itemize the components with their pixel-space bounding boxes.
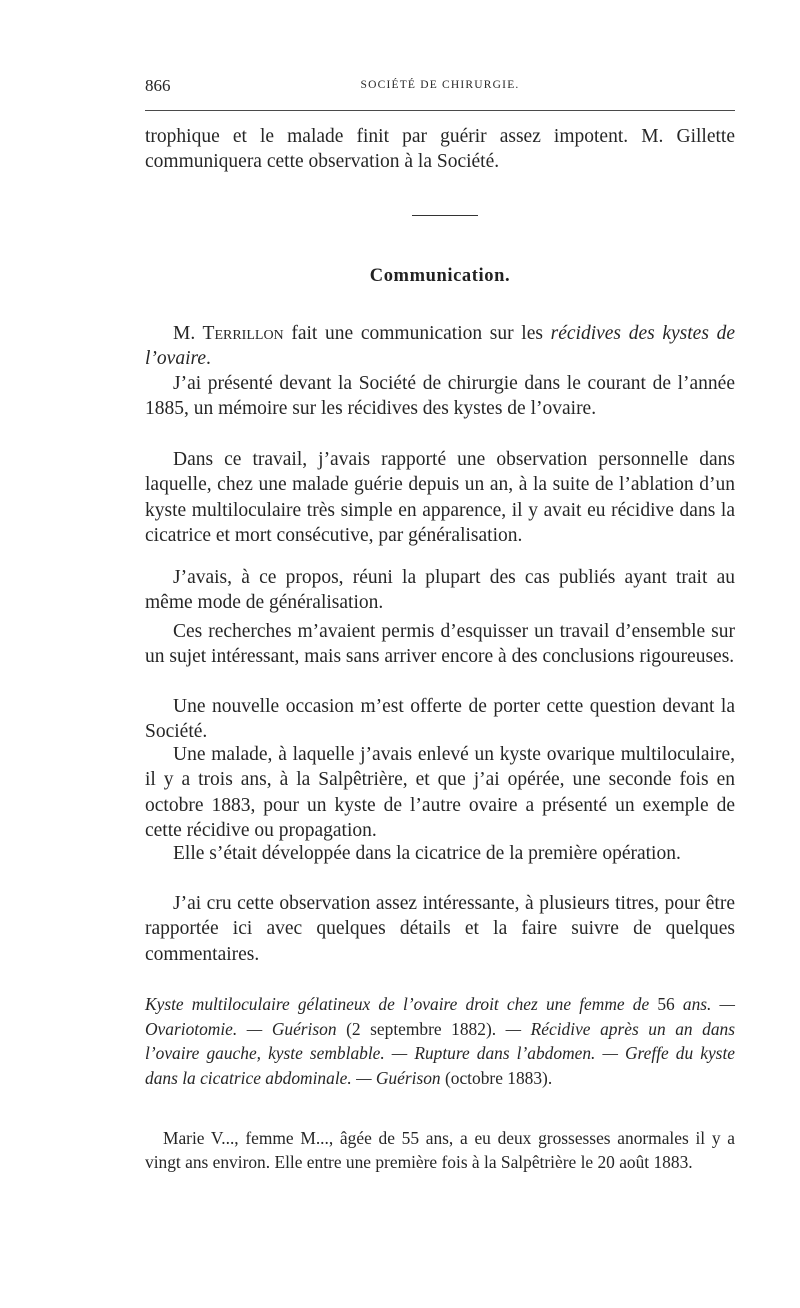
intro-text: fait une communication sur les [283,323,551,344]
opening-paragraph: trophique et le malade finit par guérir assez impotent. M. Gillette communiquera cette observation à la Société. [145,126,735,173]
page-number: 866 [145,76,171,95]
case-title-part: Kyste multiloculaire gélatineux de l’ovaire droit chez une femme de [145,994,658,1014]
section-title: Communication. [369,266,511,286]
case-title-part: ans. — Ovariotomie. — Guérison [145,994,735,1039]
case-paragraph: Marie V..., femme M..., âgée de 55 ans, a eu deux grossesses anormales il y a vingt ans environ. Elle entre une première fois à la Salpêtrière le 20 août 1883. [145,1128,735,1173]
header-rule [145,110,735,111]
case-title-date: (octobre 1883). [444,1067,553,1088]
body-paragraph: Une nouvelle occasion m’est offerte de porter cette question devant la Société. [145,696,735,743]
case-title [145,992,735,1090]
body-paragraph: Une malade, à laquelle j’avais enlevé un kyste ovarique multiloculaire, il y a trois ans, à la Salpêtrière, et que j’ai opérée, une seconde fois en octobre 1883, pour un kyste de l’autre ovaire a présenté un exemple de cette récidive ou propagation. [145,744,735,842]
body-paragraph: Elle s’était développée dans la cicatrice de la première opération. [173,843,681,864]
case-title-date: (2 septembre 1882). [346,1018,497,1039]
body-paragraph: Dans ce travail, j’avais rapporté une observation personnelle dans laquelle, chez une malade guérie depuis un an, à la suite de l’ablation d’un kyste multiloculaire très simple en apparence, il y avait eu récidive dans la cicatrice et mort consécutive, par généralisation. [145,449,735,547]
body-paragraph: Ces recherches m’avaient permis d’esquisser un travail d’ensemble sur un sujet intéressant, mais sans arriver encore à des conclusions rigoureuses. [145,621,735,668]
author-name: M. Terrillon [173,323,284,344]
body-paragraph: J’ai présenté devant la Société de chirurgie dans le courant de l’année 1885, un mémoire sur les récidives des kystes de l’ovaire. [145,373,735,420]
intro-paragraph [145,321,735,372]
running-head: SOCIÉTÉ DE CHIRURGIE. [360,79,520,91]
section-divider [412,215,478,216]
body-paragraph: J’ai cru cette observation assez intéressante, à plusieurs titres, pour être rapportée ici avec quelques détails et la faire suivre de quelques commentaires. [145,893,735,965]
intro-topic: récidives des kystes de l’ovaire [145,323,735,370]
body-paragraph: J’avais, à ce propos, réuni la plupart des cas publiés ayant trait au même mode de généralisation. [145,567,735,614]
intro-end: . [206,348,211,370]
page-header [145,76,735,100]
case-title-age: 56 [657,994,675,1014]
case-title-part: — Récidive après un an dans l’ovaire gauche, kyste semblable. — Rupture dans l’abdomen. — Greffe du kyste dans la cicatrice abdominale. — Guérison [145,1018,735,1088]
